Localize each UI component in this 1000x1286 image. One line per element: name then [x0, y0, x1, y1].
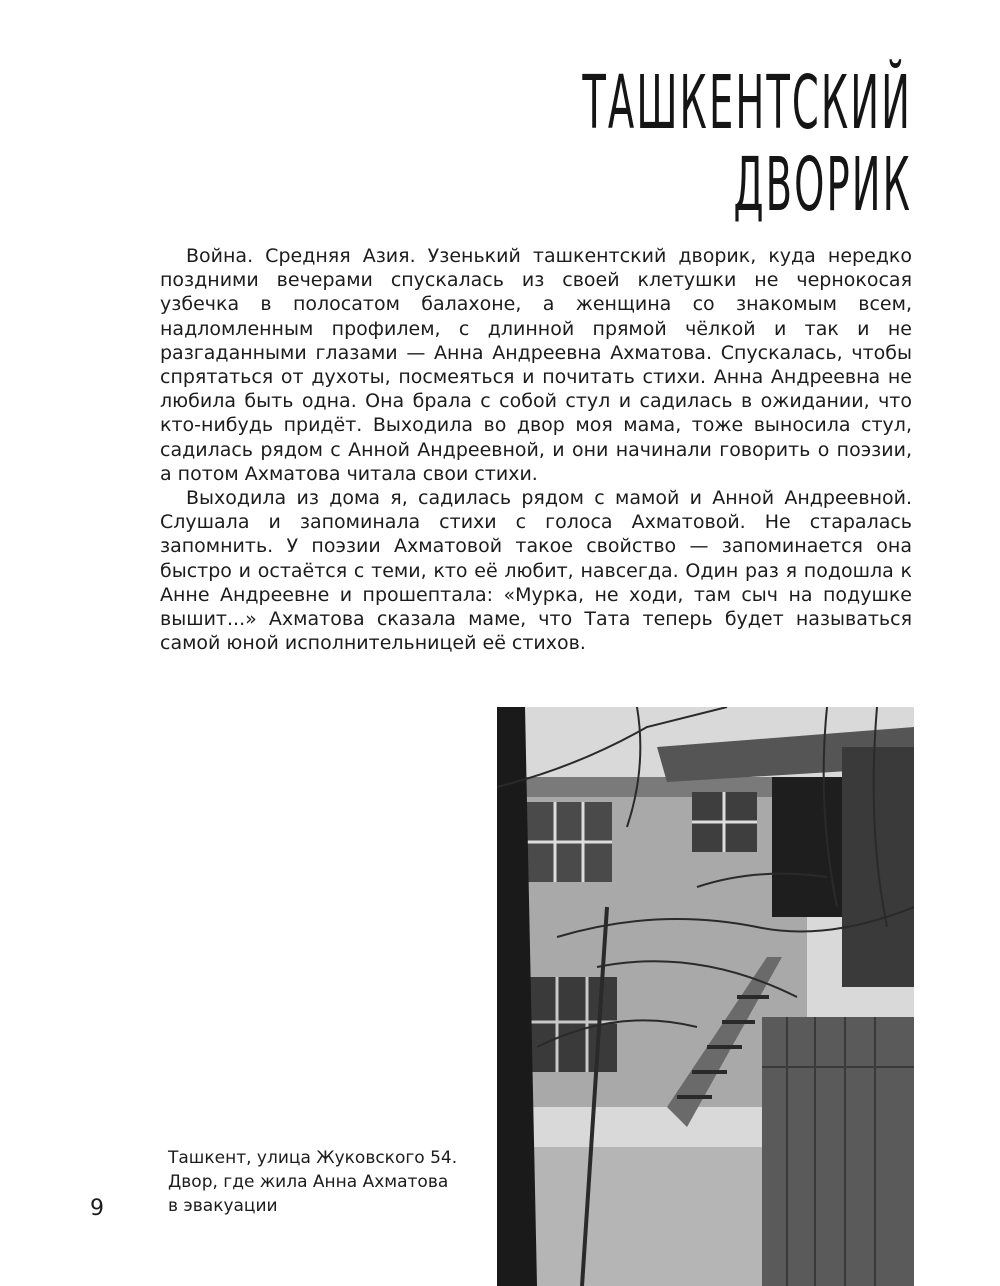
paragraph-2: Выходила из дома я, садилась рядом с мамой и Анной Андреевной. Слушала и запоминала стихи с голоса Ахматовой. Не старалась запомнить. У поэзии Ахматовой такое свойство — запоминается она быстро и остаётся с теми, кто её любит, навсегда. Один раз я подошла к Анне Андреевне и прошептала: «Мурка, не ходи, там сыч на подушке вышит...» Ахматова сказала маме, что Тата теперь будет называться самой юной исполнительницей её стихов. [160, 487, 912, 655]
title-line-2: ДВОРИК [733, 142, 912, 228]
title-line-1: ТАШКЕНТСКИЙ [582, 60, 912, 146]
courtyard-photo [497, 707, 914, 1286]
page-title [582, 62, 912, 226]
caption-line-3: в эвакуации [168, 1196, 278, 1216]
caption-line-2: Двор, где жила Анна Ахматова [168, 1172, 449, 1192]
page-number: 9 [90, 1196, 104, 1221]
caption-line-1: Ташкент, улица Жуковского 54. [168, 1148, 458, 1168]
body-text [160, 244, 912, 655]
paragraph-1: Война. Средняя Азия. Узенький ташкентский дворик, куда нередко поздними вечерами спускалась из своей клетушки не чернокосая узбечка в полосатом балахоне, а женщина со знакомым всем, надломленным профилем, с длинной прямой чёлкой и так и не разгаданными глазами — Анна Андреевна Ахматова. Спускалась, чтобы спрятаться от духоты, посмеяться и почитать стихи. Анна Андреевна не любила быть одна. Она брала с собой стул и садилась в ожидании, что кто-нибудь придёт. Выходила во двор моя мама, тоже выносила стул, садилась рядом с Анной Андреевной, и они начинали говорить о поэзии, а потом Ахматова читала свои стихи. [160, 245, 912, 485]
photo-caption [168, 1146, 468, 1218]
